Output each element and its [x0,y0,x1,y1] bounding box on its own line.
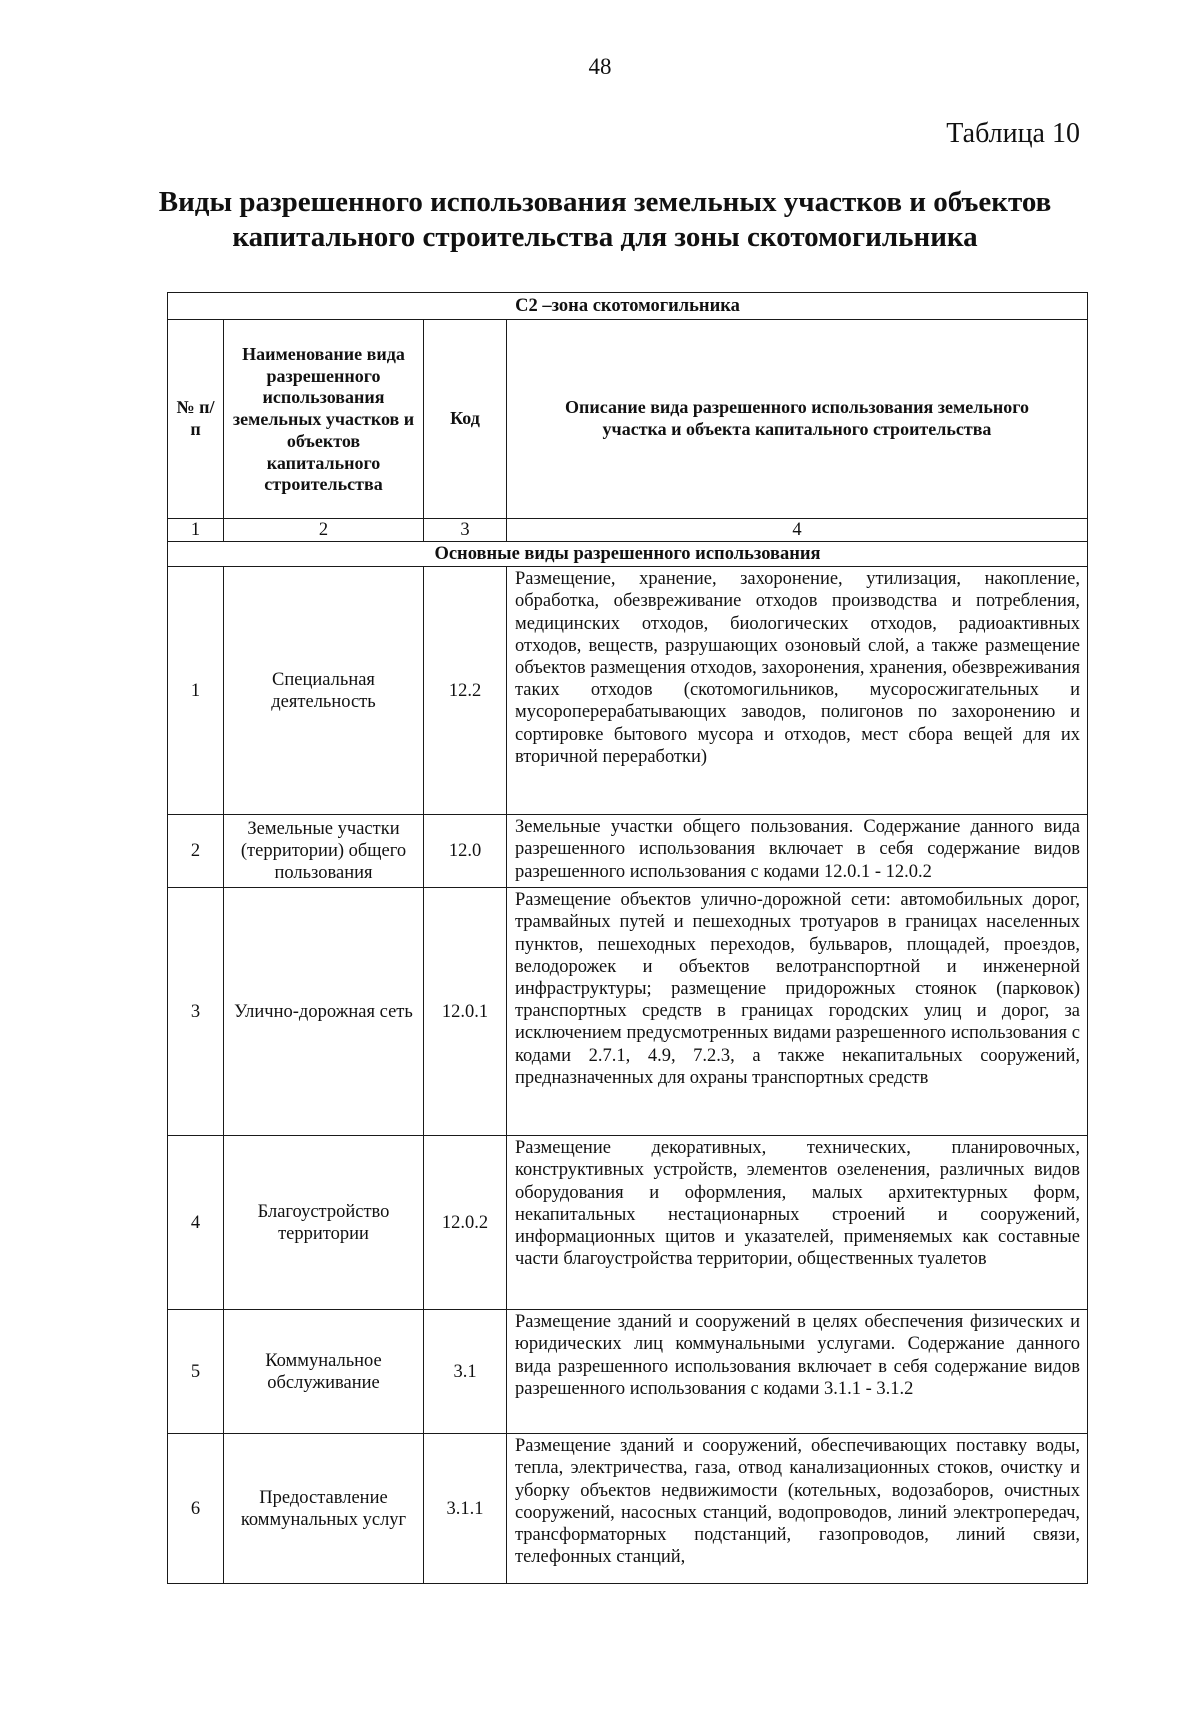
header-num: № п/п [168,320,224,519]
header-code: Код [424,320,507,519]
header-row [168,320,1088,519]
column-number: 1 [168,519,224,542]
row-name: Коммунальное обслуживание [224,1310,424,1434]
row-code: 3.1 [424,1310,507,1434]
page-number: 48 [588,54,612,79]
table-row [168,815,1088,888]
row-number: 4 [168,1136,224,1310]
document-title: Виды разрешенного использования земельных участков и объектов капитального строительства для зоны скотомогильника [158,186,1052,254]
row-number: 6 [168,1434,224,1584]
column-number: 3 [424,519,507,542]
header-description: Описание вида разрешенного использования земельного участка и объекта капитального строительства [507,320,1088,519]
row-description: Размещение, хранение, захоронение, утилизация, накопление, обработка, обезвреживание отходов производства и потребления, медицинских отходов, биологических отходов, радиоактивных отходов, веществ, разрушающих озоновый слой, а также размещение объектов размещения отходов, захоронения, хранения, обезвреживания таких отходов (скотомогильников, мусоросжигательных и мусороперерабатывающих заводов, полигонов по захоронению и сортировке бытового мусора и отходов, мест сбора вещей для их вторичной переработки) [507,567,1088,815]
table-row [168,1136,1088,1310]
row-code: 12.0 [424,815,507,888]
column-number: 4 [507,519,1088,542]
section-title: Основные виды разрешенного использования [168,542,1088,567]
row-code: 12.0.2 [424,1136,507,1310]
row-number: 3 [168,888,224,1136]
table-caption: Таблица 10 [946,118,1080,149]
table-row [168,567,1088,815]
section-row [168,542,1088,567]
row-number: 5 [168,1310,224,1434]
column-number: 2 [224,519,424,542]
row-name: Предоставление коммунальных услуг [224,1434,424,1584]
row-code: 12.2 [424,567,507,815]
table-row [168,1310,1088,1434]
row-name: Благоустройство территории [224,1136,424,1310]
row-name: Специальная деятельность [224,567,424,815]
zone-title-row [168,293,1088,320]
table-row [168,1434,1088,1584]
row-name: Улично-дорожная сеть [224,888,424,1136]
row-name: Земельные участки (территории) общего пользования [224,815,424,888]
row-description: Размещение декоративных, технических, планировочных, конструктивных устройств, элементов озеленения, различных видов оборудования и оформления, малых архитектурных форм, некапитальных нестационарных строений и сооружений, информационных щитов и указателей, применяемых как составные части благоустройства территории, общественных туалетов [507,1136,1088,1310]
header-name: Наименование вида разрешенного использования земельных участков и объектов капитального строительства [224,320,424,519]
row-description: Размещение зданий и сооружений, обеспечивающих поставку воды, тепла, электричества, газа, отвод канализационных стоков, очистку и уборку объектов недвижимости (котельных, водозаборов, очистных сооружений, насосных станций, водопроводов, линий электропередач, трансформаторных подстанций, газопроводов, линий связи, телефонных станций, [507,1434,1088,1584]
row-number: 2 [168,815,224,888]
row-code: 3.1.1 [424,1434,507,1584]
row-number: 1 [168,567,224,815]
row-code: 12.0.1 [424,888,507,1136]
zone-title: С2 –зона скотомогильника [168,293,1088,320]
row-description: Размещение зданий и сооружений в целях обеспечения физических и юридических лиц коммунальными услугами. Содержание данного вида разрешенного использования включает в себя содержание видов разрешенного использования с кодами 3.1.1 - 3.1.2 [507,1310,1088,1434]
row-description: Размещение объектов улично-дорожной сети: автомобильных дорог, трамвайных путей и пешеходных тротуаров в границах населенных пунктов, пешеходных переходов, бульваров, площадей, проездов, велодорожек и объектов велотранспортной и инженерной инфраструктуры; размещение придорожных стоянок (парковок) транспортных средств в границах городских улиц и дорог, за исключением предусмотренных видами разрешенного использования с кодами 2.7.1, 4.9, 7.2.3, а также некапитальных сооружений, предназначенных для охраны транспортных средств [507,888,1088,1136]
table-row [168,888,1088,1136]
column-numbers-row [168,519,1088,542]
land-use-table [167,292,1088,1584]
row-description: Земельные участки общего пользования. Содержание данного вида разрешенного использования включает в себя содержание видов разрешенного использования с кодами 12.0.1 - 12.0.2 [507,815,1088,888]
